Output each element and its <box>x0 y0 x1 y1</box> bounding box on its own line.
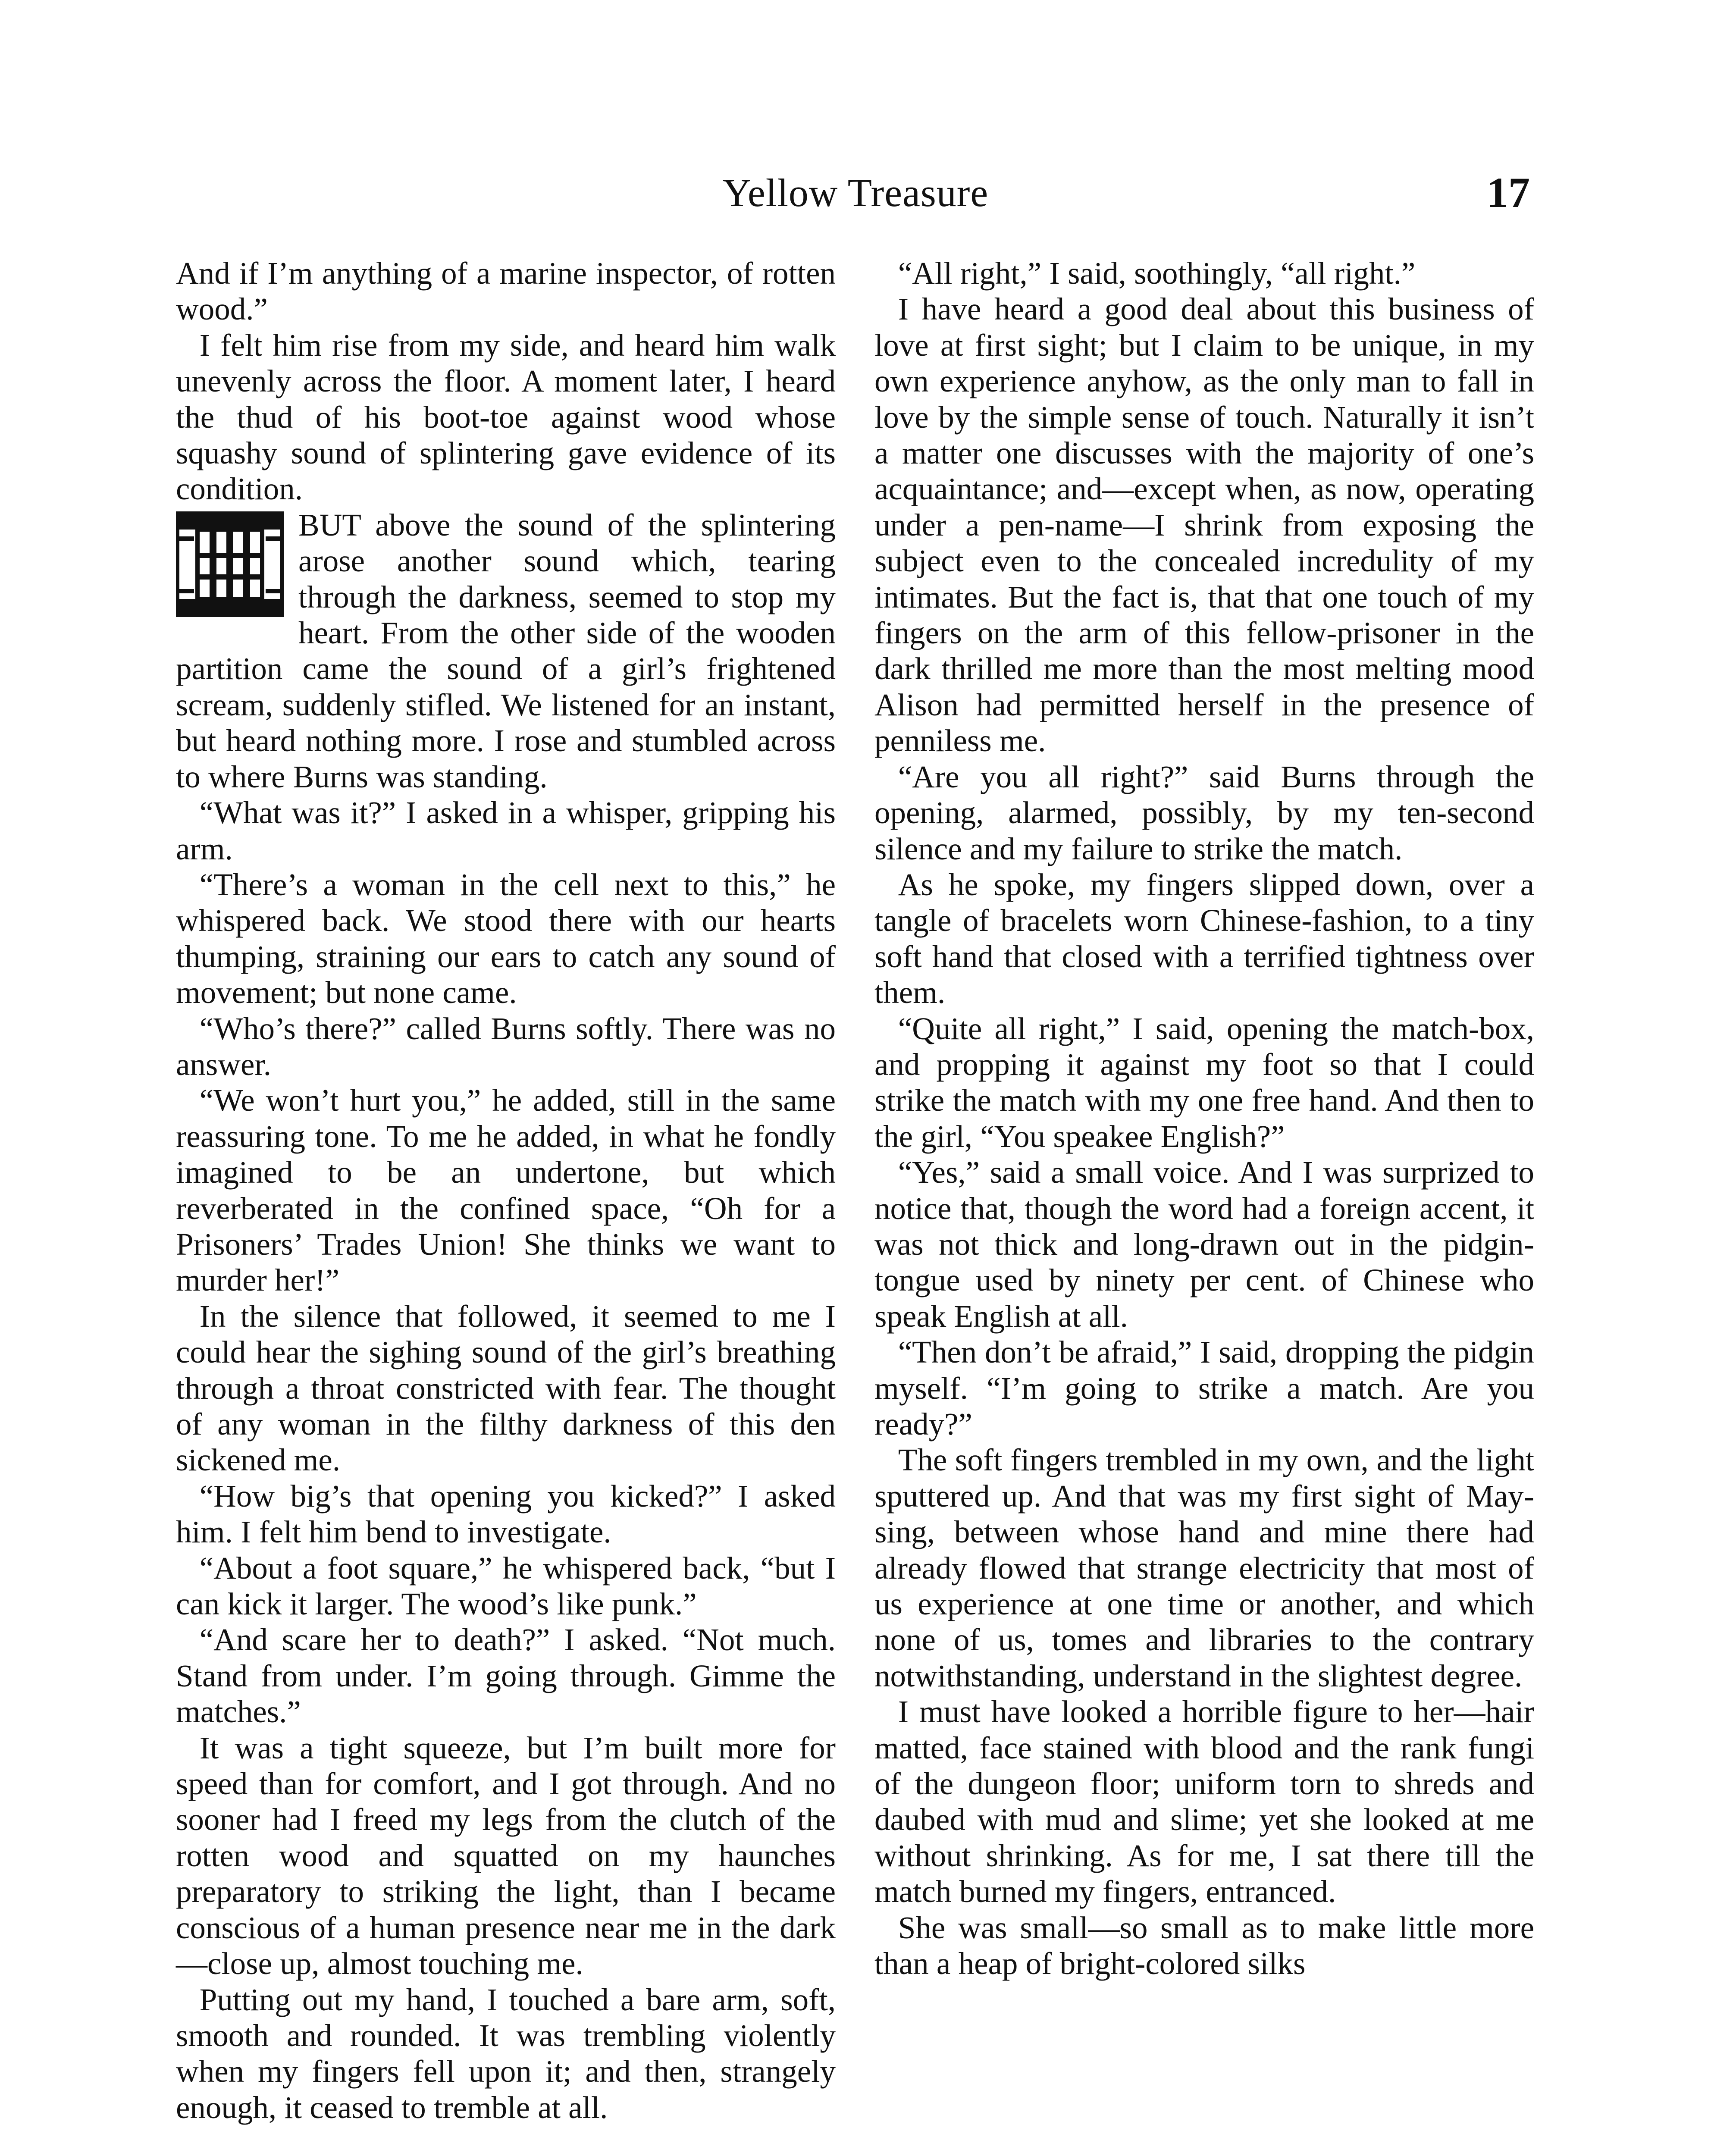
paragraph: “Yes,” said a small voice. And I was surprized to notice that, though the word had a foreign accent, it was not thick and long-drawn out in the pidgin-tongue used by ninety per cent. of Chinese who speak English at all. <box>874 1155 1534 1334</box>
right-column <box>874 255 1534 1982</box>
paragraph: BUT above the sound of the splintering arose another sound which, tearing through the darkness, seemed to stop my heart. From the other side of the wooden partition came the sound of a girl’s frightened scream, suddenly stifled. We listened for an instant, but heard nothing more. I rose and stumbled across to where Burns was standing. <box>176 507 836 794</box>
paragraph: “Who’s there?” called Burns softly. There was no answer. <box>176 1011 836 1082</box>
paragraph: She was small—so small as to make little more than a heap of bright-colored silks <box>874 1910 1534 1981</box>
paragraph: And if I’m anything of a marine inspector, of rotten wood.” <box>176 256 836 327</box>
running-title: Yellow Treasure <box>722 171 989 215</box>
paragraph: In the silence that followed, it seemed to me I could hear the sighing sound of the girl’s breathing through a throat constricted with fear. The thought of any woman in the filthy darkness of this den sickened me. <box>176 1298 836 1478</box>
paragraph: “What was it?” I asked in a whisper, gripping his arm. <box>176 795 836 866</box>
paragraph: “Quite all right,” I said, opening the match-box, and propping it against my foot so that I could strike the match with my one free hand. And then to the girl, “You speakee English?” <box>874 1011 1534 1154</box>
paragraph: I have heard a good deal about this business of love at first sight; but I claim to be unique, in my own experience anyhow, as the only man to fall in love by the simple sense of touch. Naturally it isn’t a matter one discusses with the majority of one’s acquaintance; and—except when, as now, operating under a pen-name—I shrink from exposing the subject even to the concealed incredulity of my intimates. But the fact is, that that one touch of my fingers on the arm of this fellow-prisoner in the dark thrilled me more than the most melting mood Alison had permitted herself in the presence of penniless me. <box>874 291 1534 758</box>
paragraph: “We won’t hurt you,” he added, still in the same reassuring tone. To me he added, in what he fondly imagined to be an undertone, but which reverberated in the confined space, “Oh for a Prisoners’ Trades Union! She thinks we want to murder her!” <box>176 1083 836 1298</box>
paragraph: I must have looked a horrible figure to her—hair matted, face stained with blood and the rank fungi of the dungeon floor; uniform torn to shreds and daubed with mud and slime; yet she looked at me without shrinking. As for me, I sat there till the match burned my fingers, entranced. <box>874 1694 1534 1909</box>
page-number: 17 <box>1487 169 1530 216</box>
paragraph: It was a tight squeeze, but I’m built more for speed than for comfort, and I got through. And no sooner had I freed my legs from the clutch of the rotten wood and squatted on my haunches preparatory to striking the light, than I became conscious of a human presence near me in the dark—close up, almost touching me. <box>176 1730 836 1981</box>
paragraph: “All right,” I said, soothingly, “all right.” <box>898 256 1416 291</box>
paragraph: “Then don’t be afraid,” I said, dropping the pidgin myself. “I’m going to strike a match. Are you ready?” <box>874 1335 1534 1442</box>
paragraph: The soft fingers trembled in my own, and the light sputtered up. And that was my first sight of May-sing, between whose hand and mine there had already flowed that strange electricity that most of us experience at one time or another, and which none of us, tomes and libraries to the contrary notwithstanding, understand in the slightest degree. <box>874 1442 1534 1693</box>
paragraph: Putting out my hand, I touched a bare arm, soft, smooth and rounded. It was trembling violently when my fingers fell upon it; and then, strangely enough, it ceased to tremble at all. <box>176 1982 836 2125</box>
paragraph: “There’s a woman in the cell next to this,” he whispered back. We stood there with our hearts thumping, straining our ears to catch any sound of movement; but none came. <box>176 867 836 1010</box>
paragraph: “About a foot square,” he whispered back, “but I can kick it larger. The wood’s like punk.” <box>176 1550 836 1622</box>
prison-window-icon <box>176 511 284 617</box>
running-head <box>0 169 1711 221</box>
paragraph: I felt him rise from my side, and heard him walk unevenly across the floor. A moment later, I heard the thud of his boot-toe against wood whose squashy sound of splintering gave evidence of its condition. <box>176 327 836 507</box>
paragraph: “How big’s that opening you kicked?” I asked him. I felt him bend to investigate. <box>176 1478 836 1550</box>
paragraph: As he spoke, my fingers slipped down, over a tangle of bracelets worn Chinese-fashion, to a tiny soft hand that closed with a terrified tightness over them. <box>874 867 1534 1010</box>
paragraph: “Are you all right?” said Burns through the opening, alarmed, possibly, by my ten-second silence and my failure to strike the match. <box>874 759 1534 866</box>
paragraph: “And scare her to death?” I asked. “Not much. Stand from under. I’m going through. Gimme the matches.” <box>176 1622 836 1730</box>
left-column <box>176 255 836 2125</box>
